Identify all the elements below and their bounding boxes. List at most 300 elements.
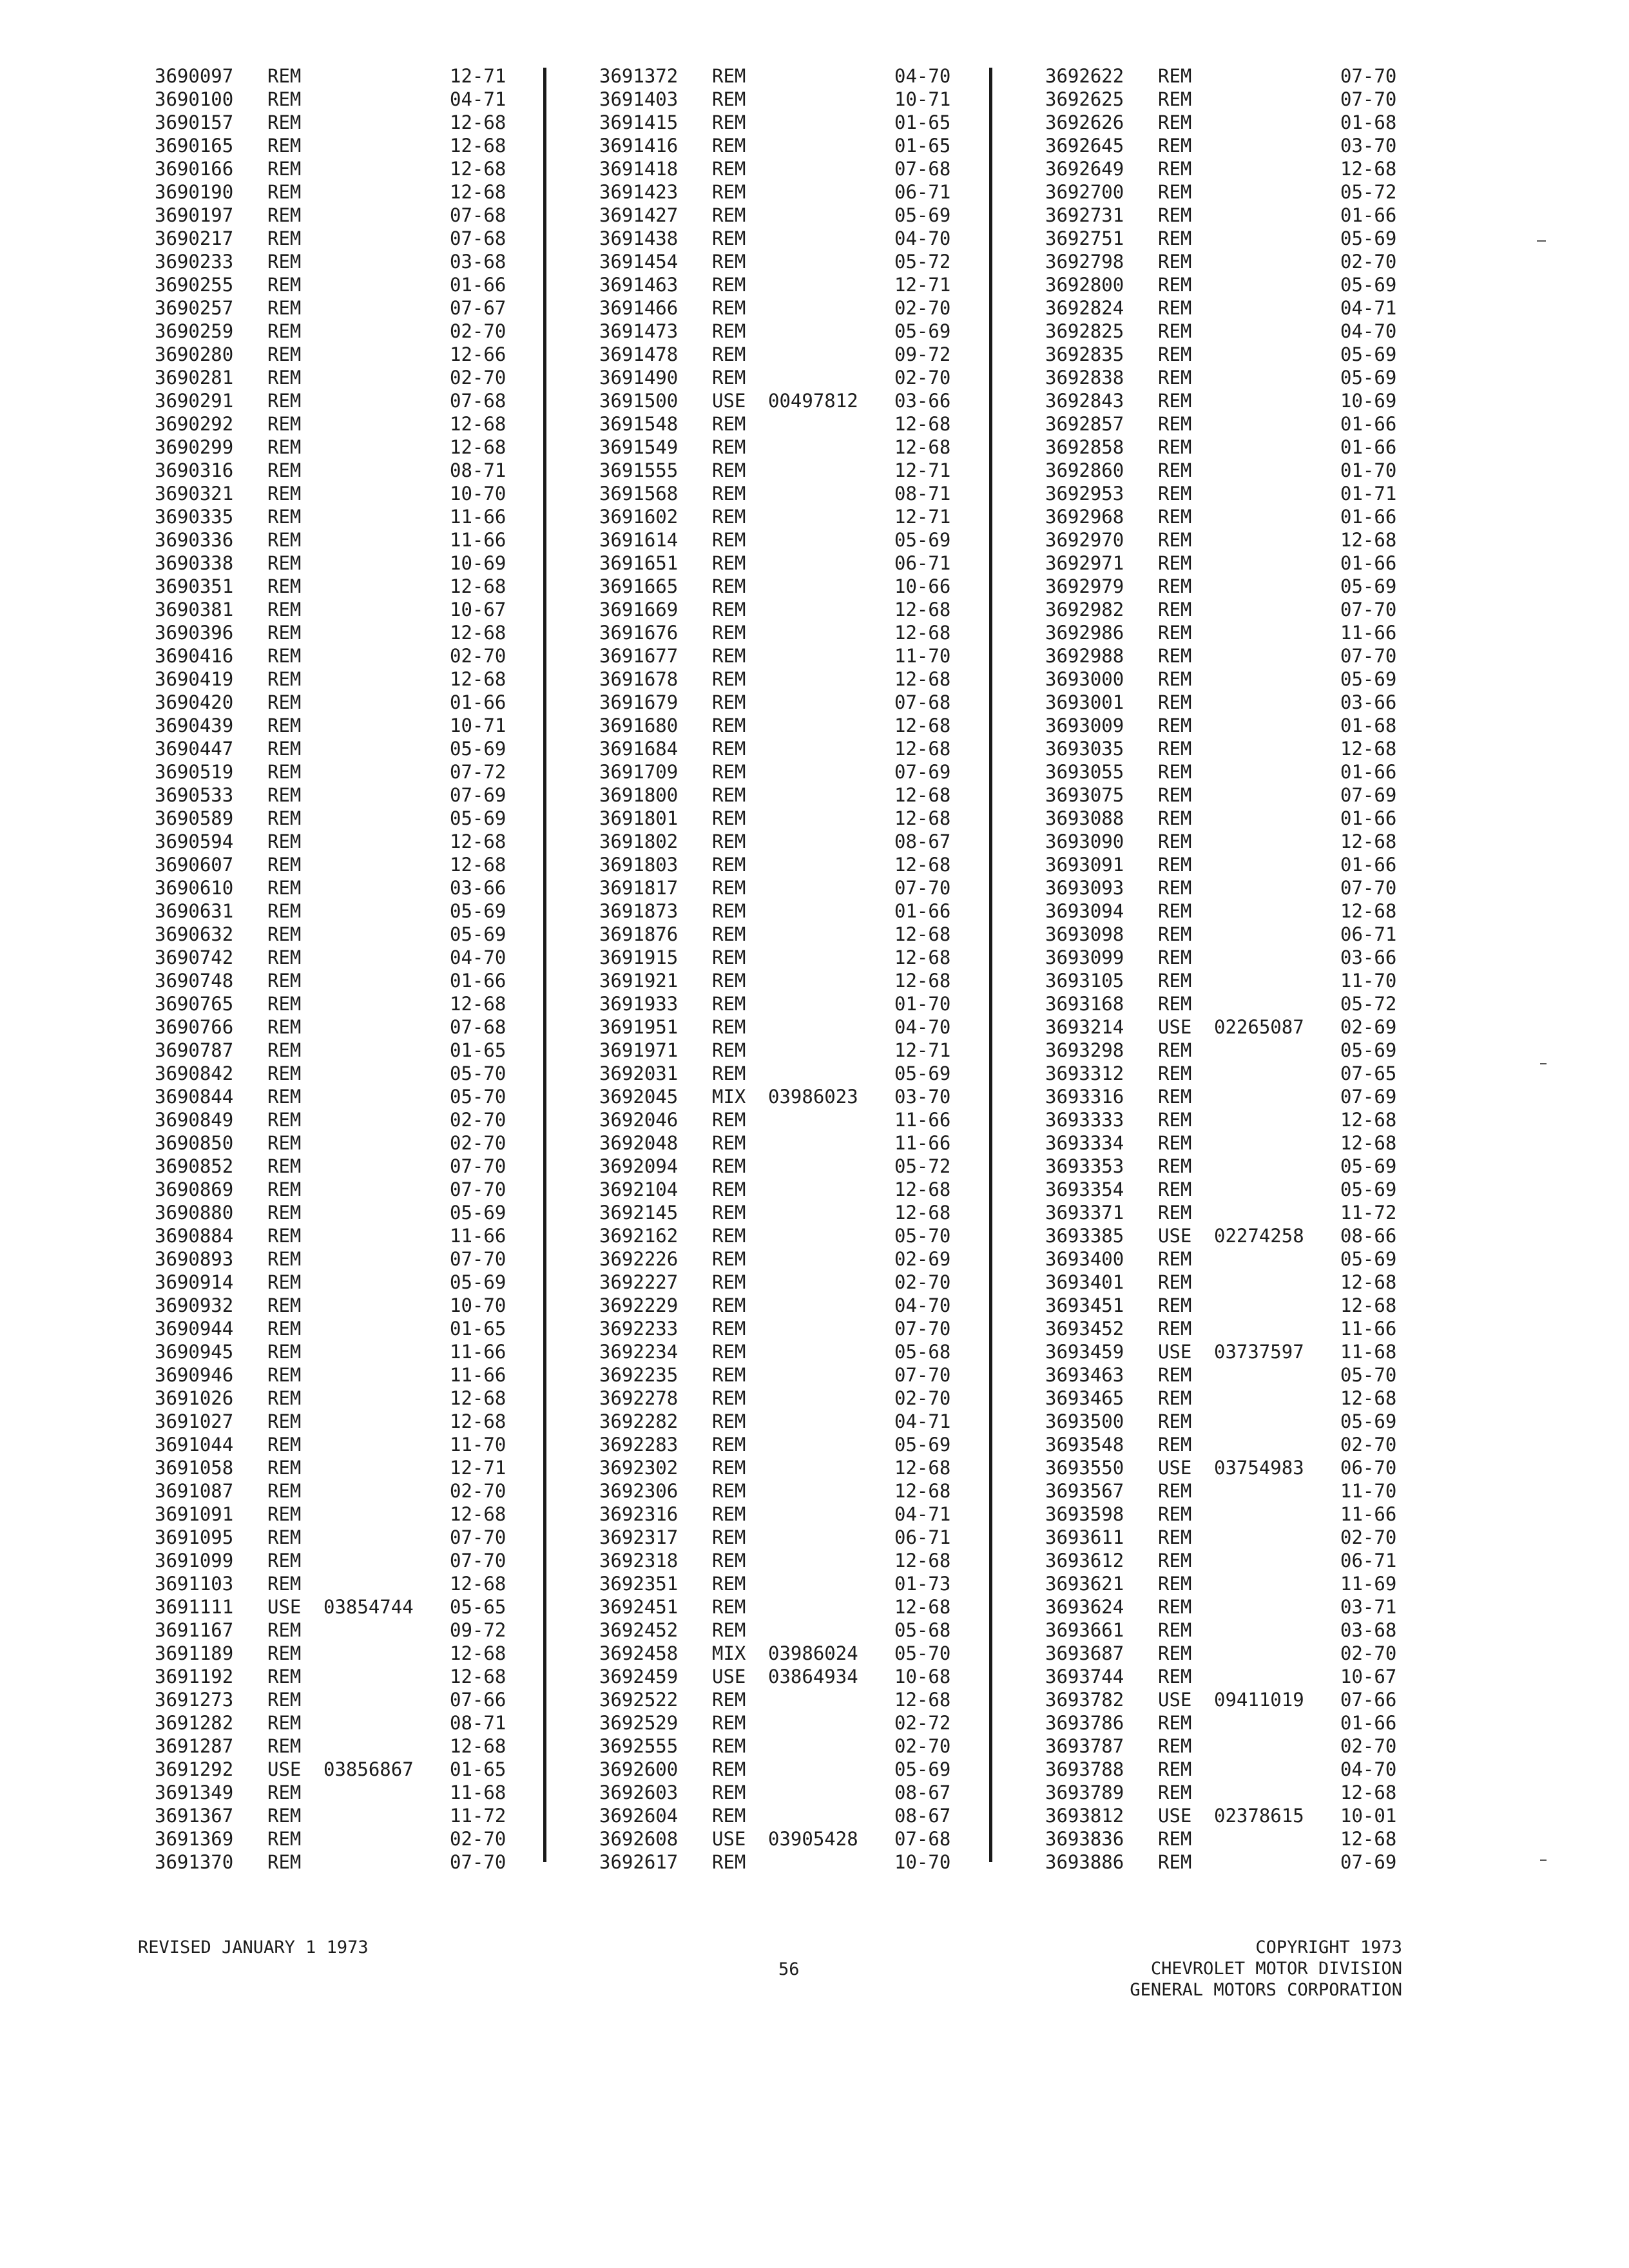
status-code: REM: [1158, 1503, 1192, 1525]
part-number: 3691111: [155, 1596, 234, 1618]
part-row: [155, 876, 593, 899]
part-row: [155, 1827, 593, 1850]
part-row: [155, 1062, 593, 1085]
status-code: REM: [267, 715, 302, 736]
replacement-number: 09411019: [1214, 1689, 1304, 1711]
status-code: REM: [267, 1828, 302, 1850]
date-code: 05-69: [1340, 1039, 1397, 1061]
date-code: 11-70: [1340, 1480, 1397, 1502]
part-number: 3691026: [155, 1387, 234, 1409]
date-code: 01-68: [1340, 111, 1397, 133]
date-code: 12-68: [1340, 1782, 1397, 1803]
part-row: [599, 1549, 1037, 1572]
part-row: [155, 389, 593, 412]
part-number: 3693333: [1045, 1109, 1124, 1131]
part-number: 3692282: [599, 1410, 679, 1432]
status-code: REM: [1158, 993, 1192, 1015]
part-row: [155, 1317, 593, 1340]
status-code: REM: [1158, 622, 1192, 644]
part-number: 3691044: [155, 1434, 234, 1456]
status-code: REM: [267, 552, 302, 574]
part-row: [1045, 853, 1483, 876]
date-code: 12-68: [894, 668, 951, 690]
status-code: REM: [1158, 390, 1192, 412]
status-code: REM: [712, 1364, 746, 1386]
part-number: 3693168: [1045, 993, 1124, 1015]
part-row: [155, 1688, 593, 1711]
status-code: REM: [267, 900, 302, 922]
part-number: 3690351: [155, 575, 234, 597]
part-number: 3692968: [1045, 506, 1124, 528]
status-code: REM: [1158, 1550, 1192, 1571]
part-number: 3693214: [1045, 1016, 1124, 1038]
part-row: [155, 691, 593, 714]
part-number: 3692700: [1045, 181, 1124, 203]
date-code: 05-72: [1340, 181, 1397, 203]
status-code: REM: [267, 1225, 302, 1247]
date-code: 12-68: [450, 668, 506, 690]
status-code: REM: [1158, 181, 1192, 203]
part-number: 3690766: [155, 1016, 234, 1038]
part-row: [1045, 1619, 1483, 1642]
status-code: REM: [1158, 784, 1192, 806]
part-number: 3692094: [599, 1155, 679, 1177]
status-code: REM: [1158, 65, 1192, 87]
part-row: [599, 1619, 1037, 1642]
part-row: [1045, 436, 1483, 459]
part-row: [599, 1456, 1037, 1479]
date-code: 10-70: [450, 483, 506, 505]
date-code: 05-69: [450, 900, 506, 922]
part-row: [1045, 783, 1483, 807]
date-code: 10-71: [894, 88, 951, 110]
part-number: 3692626: [1045, 111, 1124, 133]
part-number: 3690299: [155, 436, 234, 458]
date-code: 05-70: [894, 1642, 951, 1664]
date-code: 10-71: [450, 715, 506, 736]
date-code: 07-70: [450, 1248, 506, 1270]
date-code: 02-70: [894, 1387, 951, 1409]
part-number: 3692600: [599, 1758, 679, 1780]
part-row: [599, 1642, 1037, 1665]
date-code: 07-68: [450, 1016, 506, 1038]
part-number: 3691466: [599, 297, 679, 319]
status-code: REM: [1158, 297, 1192, 319]
margin-mark: [1540, 1860, 1547, 1861]
date-code: 12-68: [450, 993, 506, 1015]
status-code: REM: [712, 367, 746, 389]
status-code: REM: [712, 459, 746, 481]
date-code: 12-68: [894, 923, 951, 945]
date-code: 12-68: [894, 1202, 951, 1224]
part-number: 3693401: [1045, 1271, 1124, 1293]
status-code: REM: [712, 227, 746, 249]
date-code: 10-01: [1340, 1805, 1397, 1827]
date-code: 07-68: [894, 691, 951, 713]
part-number: 3690893: [155, 1248, 234, 1270]
date-code: 12-68: [894, 1596, 951, 1618]
part-row: [1045, 389, 1483, 412]
part-number: 3690610: [155, 877, 234, 899]
part-number: 3690519: [155, 761, 234, 783]
status-code: REM: [267, 297, 302, 319]
status-code: REM: [1158, 459, 1192, 481]
part-number: 3692800: [1045, 274, 1124, 296]
date-code: 12-68: [894, 1480, 951, 1502]
status-code: REM: [267, 877, 302, 899]
status-code: REM: [712, 1782, 746, 1803]
part-row: [599, 1085, 1037, 1108]
part-number: 3692603: [599, 1782, 679, 1803]
part-row: [155, 1572, 593, 1595]
status-code: REM: [1158, 1828, 1192, 1850]
date-code: 06-71: [1340, 1550, 1397, 1571]
part-number: 3693088: [1045, 807, 1124, 829]
date-code: 04-70: [1340, 320, 1397, 342]
part-row: [1045, 412, 1483, 436]
status-code: REM: [1158, 1782, 1192, 1803]
part-number: 3691490: [599, 367, 679, 389]
status-code: REM: [1158, 436, 1192, 458]
part-number: 3690255: [155, 274, 234, 296]
part-number: 3691549: [599, 436, 679, 458]
part-number: 3692452: [599, 1619, 679, 1641]
part-number: 3691370: [155, 1851, 234, 1873]
date-code: 04-70: [894, 65, 951, 87]
part-row: [1045, 227, 1483, 250]
part-row: [155, 227, 593, 250]
part-row: [599, 505, 1037, 528]
date-code: 12-68: [894, 413, 951, 435]
part-row: [155, 366, 593, 389]
date-code: 05-69: [1340, 1178, 1397, 1200]
part-number: 3693094: [1045, 900, 1124, 922]
part-row: [599, 1758, 1037, 1781]
status-code: REM: [712, 622, 746, 644]
part-number: 3691921: [599, 970, 679, 992]
status-code: REM: [1158, 1062, 1192, 1084]
date-code: 12-68: [894, 599, 951, 620]
status-code: REM: [267, 1457, 302, 1479]
date-code: 11-66: [450, 1364, 506, 1386]
part-row: [599, 760, 1037, 783]
date-code: 07-68: [450, 227, 506, 249]
part-number: 3691103: [155, 1573, 234, 1595]
part-row: [155, 830, 593, 853]
part-row: [1045, 1155, 1483, 1178]
date-code: 07-68: [894, 158, 951, 180]
part-number: 3691651: [599, 552, 679, 574]
part-number: 3690880: [155, 1202, 234, 1224]
part-row: [599, 1688, 1037, 1711]
date-code: 07-70: [894, 1364, 951, 1386]
part-number: 3693312: [1045, 1062, 1124, 1084]
part-number: 3692798: [1045, 251, 1124, 273]
date-code: 07-70: [450, 1178, 506, 1200]
date-code: 07-70: [1340, 65, 1397, 87]
part-row: [599, 273, 1037, 296]
part-number: 3691192: [155, 1666, 234, 1687]
part-row: [155, 644, 593, 668]
part-number: 3692953: [1045, 483, 1124, 505]
part-number: 3690447: [155, 738, 234, 760]
status-code: REM: [267, 1341, 302, 1363]
part-row: [155, 760, 593, 783]
date-code: 06-71: [894, 552, 951, 574]
status-code: REM: [267, 1782, 302, 1803]
date-code: 07-70: [1340, 88, 1397, 110]
part-row: [599, 1155, 1037, 1178]
date-code: 05-72: [894, 251, 951, 273]
part-number: 3693611: [1045, 1526, 1124, 1548]
part-number: 3693000: [1045, 668, 1124, 690]
part-row: [599, 1062, 1037, 1085]
part-row: [1045, 969, 1483, 992]
date-code: 07-70: [450, 1550, 506, 1571]
status-code: REM: [267, 1039, 302, 1061]
part-row: [599, 227, 1037, 250]
part-number: 3693787: [1045, 1735, 1124, 1757]
status-code: REM: [712, 1596, 746, 1618]
date-code: 05-68: [894, 1341, 951, 1363]
status-code: REM: [267, 483, 302, 505]
part-row: [599, 134, 1037, 157]
status-code: REM: [712, 1526, 746, 1548]
part-number: 3693836: [1045, 1828, 1124, 1850]
part-number: 3693624: [1045, 1596, 1124, 1618]
part-number: 3691876: [599, 923, 679, 945]
part-row: [1045, 1224, 1483, 1247]
status-code: REM: [1158, 900, 1192, 922]
part-row: [599, 783, 1037, 807]
part-number: 3692971: [1045, 552, 1124, 574]
part-row: [1045, 1665, 1483, 1688]
date-code: 06-71: [894, 181, 951, 203]
date-code: 02-70: [1340, 251, 1397, 273]
status-code: REM: [267, 1480, 302, 1502]
part-row: [155, 1549, 593, 1572]
part-number: 3690631: [155, 900, 234, 922]
part-row: [155, 598, 593, 621]
date-code: 12-71: [894, 459, 951, 481]
part-row: [1045, 180, 1483, 204]
status-code: REM: [1158, 274, 1192, 296]
part-number: 3692306: [599, 1480, 679, 1502]
part-number: 3692555: [599, 1735, 679, 1757]
part-row: [599, 1526, 1037, 1549]
status-code: USE: [267, 1596, 302, 1618]
status-code: REM: [712, 1109, 746, 1131]
part-number: 3691800: [599, 784, 679, 806]
date-code: 04-70: [894, 227, 951, 249]
part-number: 3692645: [1045, 135, 1124, 157]
part-number: 3692317: [599, 1526, 679, 1548]
part-row: [1045, 1271, 1483, 1294]
date-code: 01-65: [450, 1039, 506, 1061]
date-code: 05-69: [1340, 575, 1397, 597]
part-number: 3691568: [599, 483, 679, 505]
status-code: REM: [712, 1573, 746, 1595]
part-row: [155, 1155, 593, 1178]
status-code: REM: [712, 575, 746, 597]
status-code: USE: [712, 390, 746, 412]
part-row: [155, 1781, 593, 1804]
part-row: [599, 157, 1037, 180]
part-number: 3693001: [1045, 691, 1124, 713]
status-code: REM: [712, 1225, 746, 1247]
status-code: REM: [267, 1178, 302, 1200]
status-code: REM: [267, 436, 302, 458]
part-number: 3693075: [1045, 784, 1124, 806]
part-row: [599, 1850, 1037, 1874]
date-code: 12-68: [894, 947, 951, 968]
status-code: REM: [712, 413, 746, 435]
date-code: 12-68: [894, 784, 951, 806]
part-number: 3691801: [599, 807, 679, 829]
date-code: 09-72: [450, 1619, 506, 1641]
status-code: REM: [1158, 506, 1192, 528]
replacement-number: 00497812: [768, 390, 858, 412]
status-code: REM: [712, 135, 746, 157]
date-code: 05-69: [1340, 343, 1397, 365]
part-number: 3690842: [155, 1062, 234, 1084]
date-code: 11-66: [450, 529, 506, 551]
status-code: USE: [1158, 1341, 1192, 1363]
part-row: [599, 528, 1037, 552]
status-code: REM: [1158, 367, 1192, 389]
date-code: 07-72: [450, 761, 506, 783]
status-code: REM: [1158, 552, 1192, 574]
part-number: 3692229: [599, 1294, 679, 1316]
status-code: REM: [712, 993, 746, 1015]
part-row: [155, 459, 593, 482]
part-row: [155, 1711, 593, 1735]
date-code: 12-68: [450, 575, 506, 597]
status-code: REM: [267, 1016, 302, 1038]
replacement-number: 02378615: [1214, 1805, 1304, 1827]
part-row: [599, 204, 1037, 227]
status-code: REM: [267, 158, 302, 180]
part-number: 3692970: [1045, 529, 1124, 551]
part-row: [1045, 1363, 1483, 1387]
status-code: REM: [712, 1132, 746, 1154]
part-row: [599, 1387, 1037, 1410]
part-number: 3693451: [1045, 1294, 1124, 1316]
date-code: 05-69: [1340, 1248, 1397, 1270]
part-row: [599, 343, 1037, 366]
date-code: 02-70: [1340, 1434, 1397, 1456]
date-code: 02-69: [1340, 1016, 1397, 1038]
status-code: REM: [712, 1480, 746, 1502]
date-code: 11-68: [450, 1782, 506, 1803]
part-row: [155, 273, 593, 296]
date-code: 05-68: [894, 1619, 951, 1641]
date-code: 05-69: [1340, 668, 1397, 690]
part-row: [1045, 204, 1483, 227]
part-row: [155, 621, 593, 644]
part-number: 3691684: [599, 738, 679, 760]
part-row: [599, 1108, 1037, 1131]
part-number: 3690257: [155, 297, 234, 319]
status-code: REM: [1158, 1132, 1192, 1154]
part-row: [1045, 1595, 1483, 1619]
status-code: REM: [712, 784, 746, 806]
status-code: REM: [267, 599, 302, 620]
date-code: 03-66: [1340, 691, 1397, 713]
part-row: [1045, 946, 1483, 969]
date-code: 04-70: [1340, 1758, 1397, 1780]
part-row: [599, 621, 1037, 644]
date-code: 07-69: [894, 761, 951, 783]
part-number: 3691091: [155, 1503, 234, 1525]
status-code: REM: [1158, 343, 1192, 365]
status-code: REM: [712, 506, 746, 528]
part-number: 3692302: [599, 1457, 679, 1479]
date-code: 12-68: [450, 1573, 506, 1595]
date-code: 11-70: [1340, 970, 1397, 992]
date-code: 11-72: [1340, 1202, 1397, 1224]
date-code: 04-71: [894, 1503, 951, 1525]
date-code: 08-67: [894, 1805, 951, 1827]
date-code: 07-70: [450, 1155, 506, 1177]
part-row: [155, 1294, 593, 1317]
status-code: REM: [712, 1758, 746, 1780]
status-code: REM: [1158, 1851, 1192, 1873]
part-number: 3691167: [155, 1619, 234, 1641]
date-code: 12-68: [450, 1642, 506, 1664]
status-code: REM: [1158, 645, 1192, 667]
part-row: [599, 1363, 1037, 1387]
status-code: USE: [1158, 1805, 1192, 1827]
date-code: 06-71: [894, 1526, 951, 1548]
parts-column-2: [599, 64, 1037, 1874]
status-code: REM: [267, 413, 302, 435]
date-code: 06-70: [1340, 1457, 1397, 1479]
date-code: 07-70: [1340, 645, 1397, 667]
status-code: REM: [712, 88, 746, 110]
date-code: 07-66: [1340, 1689, 1397, 1711]
part-number: 3691676: [599, 622, 679, 644]
part-number: 3690316: [155, 459, 234, 481]
part-number: 3691415: [599, 111, 679, 133]
part-number: 3691679: [599, 691, 679, 713]
status-code: REM: [712, 552, 746, 574]
status-code: REM: [267, 738, 302, 760]
status-code: REM: [712, 1016, 746, 1038]
date-code: 11-66: [450, 506, 506, 528]
part-row: [1045, 876, 1483, 899]
part-number: 3690787: [155, 1039, 234, 1061]
part-row: [1045, 1850, 1483, 1874]
status-code: USE: [712, 1828, 746, 1850]
part-row: [1045, 992, 1483, 1015]
date-code: 07-70: [894, 1318, 951, 1340]
status-code: USE: [712, 1666, 746, 1687]
date-code: 03-68: [450, 251, 506, 273]
date-code: 12-68: [450, 135, 506, 157]
part-number: 3690097: [155, 65, 234, 87]
status-code: REM: [712, 181, 746, 203]
status-code: REM: [267, 1410, 302, 1432]
status-code: REM: [712, 1457, 746, 1479]
part-number: 3690259: [155, 320, 234, 342]
part-number: 3692835: [1045, 343, 1124, 365]
date-code: 12-68: [1340, 158, 1397, 180]
status-code: REM: [712, 1294, 746, 1316]
part-number: 3691803: [599, 854, 679, 876]
status-code: REM: [267, 1666, 302, 1687]
status-code: REM: [712, 970, 746, 992]
